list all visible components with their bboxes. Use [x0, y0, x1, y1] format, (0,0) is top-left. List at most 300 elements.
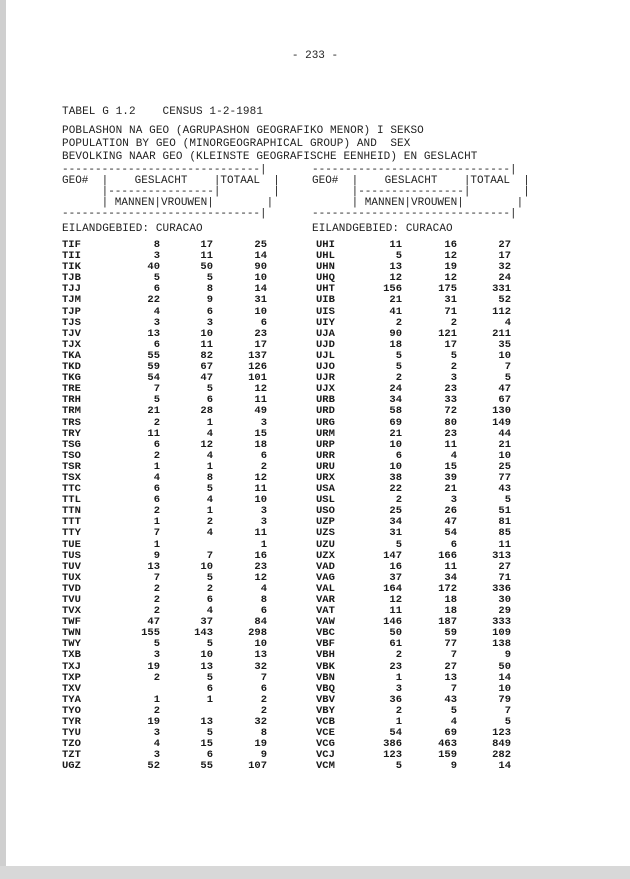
geo-code: TKG — [62, 372, 81, 385]
mannen-value: 2 — [395, 316, 402, 329]
totaal-value: 44 — [498, 427, 511, 440]
vrouwen-value: 13 — [200, 660, 213, 673]
mannen-value: 6 — [153, 338, 160, 351]
geo-code: TSG — [62, 438, 81, 451]
subtitle-papiamentu: POBLASHON NA GEO (AGRUPASHON GEOGRAFIKO MENOR) I SEKSO — [62, 125, 424, 137]
mannen-value: 23 — [389, 660, 402, 673]
mannen-value: 2 — [395, 704, 402, 717]
geo-code: TTN — [62, 505, 81, 518]
geo-code: TWF — [62, 616, 81, 629]
vrouwen-value: 7 — [450, 682, 457, 695]
totaal-value: 27 — [498, 239, 511, 251]
mannen-value: 21 — [147, 405, 160, 418]
vrouwen-value: 9 — [450, 760, 457, 773]
totaal-value: 298 — [248, 627, 267, 640]
vrouwen-value: 5 — [450, 704, 457, 717]
geo-code: VBQ — [316, 682, 335, 695]
totaal-value: 19 — [254, 738, 267, 751]
vrouwen-value: 8 — [206, 283, 213, 296]
geo-code: USO — [316, 505, 335, 518]
mannen-value: 4 — [153, 471, 160, 484]
mannen-value: 8 — [153, 239, 160, 251]
geo-code: TXP — [62, 671, 81, 684]
mannen-value: 40 — [147, 261, 160, 274]
totaal-value: 29 — [498, 605, 511, 618]
mannen-value: 2 — [153, 416, 160, 429]
mannen-value: 34 — [389, 394, 402, 407]
vrouwen-value: 5 — [206, 727, 213, 740]
totaal-value: 5 — [504, 716, 511, 729]
totaal-value: 16 — [254, 549, 267, 562]
vrouwen-value: 3 — [206, 316, 213, 329]
geo-code: VBN — [316, 671, 335, 684]
geo-code: TJP — [62, 305, 81, 318]
totaal-value: 50 — [498, 660, 511, 673]
geo-code: TJS — [62, 316, 81, 329]
vrouwen-value: 82 — [200, 349, 213, 362]
totaal-value: 47 — [498, 383, 511, 396]
mannen-value: 13 — [147, 327, 160, 340]
vrouwen-value: 26 — [444, 505, 457, 518]
mannen-value: 5 — [395, 361, 402, 374]
vrouwen-value: 47 — [200, 372, 213, 385]
geo-code: UZS — [316, 527, 335, 540]
mannen-value: 12 — [389, 594, 402, 606]
totaal-value: 1 — [260, 538, 267, 551]
geo-code: URB — [316, 394, 335, 407]
geo-code: TYR — [62, 716, 81, 729]
mannen-value: 13 — [389, 261, 402, 274]
subtitle-english: POPULATION BY GEO (MINORGEOGRAPHICAL GROUP) AND SEX — [62, 138, 411, 150]
geo-code: UZP — [316, 516, 335, 529]
mannen-value: 2 — [153, 505, 160, 518]
totaal-value: 17 — [498, 250, 511, 263]
geo-code: TTT — [62, 516, 81, 529]
vrouwen-value: 4 — [206, 494, 213, 507]
left-region-label: EILANDGEBIED: CURACAO — [62, 223, 203, 235]
mannen-value: 69 — [389, 416, 402, 429]
vrouwen-value: 27 — [444, 660, 457, 673]
totaal-value: 101 — [248, 372, 267, 385]
totaal-value: 24 — [498, 272, 511, 285]
geo-code: TYA — [62, 693, 81, 706]
totaal-value: 8 — [260, 594, 267, 606]
geo-code: VAD — [316, 560, 335, 573]
geo-code: UHT — [316, 283, 335, 296]
vrouwen-value: 50 — [200, 261, 213, 274]
geo-code: URM — [316, 427, 335, 440]
right-table-header — [312, 165, 530, 220]
totaal-value: 32 — [254, 660, 267, 673]
scan-edge — [0, 866, 630, 879]
mannen-value: 12 — [389, 272, 402, 285]
geo-code: TUX — [62, 571, 81, 584]
vrouwen-value: 19 — [444, 261, 457, 274]
vrouwen-value: 23 — [444, 427, 457, 440]
vrouwen-value: 7 — [206, 549, 213, 562]
geo-code: TUV — [62, 560, 81, 573]
mannen-value: 50 — [389, 627, 402, 640]
mannen-value: 21 — [389, 294, 402, 307]
geo-code: VBV — [316, 693, 335, 706]
mannen-value: 22 — [389, 483, 402, 496]
geo-code: TTY — [62, 527, 81, 540]
totaal-value: 30 — [498, 594, 511, 606]
mannen-value: 54 — [389, 727, 402, 740]
totaal-value: 333 — [492, 616, 511, 629]
totaal-value: 107 — [248, 760, 267, 773]
totaal-value: 79 — [498, 693, 511, 706]
mannen-value: 4 — [153, 738, 160, 751]
geo-code: TVD — [62, 582, 81, 595]
mannen-value: 1 — [395, 671, 402, 684]
mannen-value: 34 — [389, 516, 402, 529]
totaal-value: 3 — [260, 416, 267, 429]
vrouwen-value: 5 — [450, 349, 457, 362]
header-row: GEO# | GESLACHT |TOTAAL | — [312, 175, 530, 187]
geo-code: UZU — [316, 538, 335, 551]
totaal-value: 3 — [260, 505, 267, 518]
geo-code: URU — [316, 460, 335, 473]
mannen-value: 18 — [389, 338, 402, 351]
mannen-value: 59 — [147, 361, 160, 374]
vrouwen-value: 1 — [206, 460, 213, 473]
totaal-value: 12 — [254, 571, 267, 584]
totaal-value: 71 — [498, 571, 511, 584]
mannen-value: 31 — [389, 527, 402, 540]
vrouwen-value: 71 — [444, 305, 457, 318]
vrouwen-value: 11 — [444, 438, 457, 451]
mannen-value: 2 — [153, 671, 160, 684]
vrouwen-value: 6 — [206, 682, 213, 695]
vrouwen-value: 2 — [206, 582, 213, 595]
mannen-value: 10 — [389, 460, 402, 473]
mannen-value: 3 — [153, 749, 160, 762]
totaal-value: 6 — [260, 605, 267, 618]
vrouwen-value: 187 — [438, 616, 457, 629]
totaal-value: 6 — [260, 682, 267, 695]
geo-code: UIB — [316, 294, 335, 307]
geo-code: URP — [316, 438, 335, 451]
mannen-value: 11 — [389, 605, 402, 618]
totaal-value: 2 — [260, 460, 267, 473]
vrouwen-value: 37 — [200, 616, 213, 629]
mannen-value: 6 — [153, 494, 160, 507]
geo-code: VCJ — [316, 749, 335, 762]
mannen-value: 164 — [383, 582, 402, 595]
totaal-value: 11 — [254, 527, 267, 540]
vrouwen-value: 39 — [444, 471, 457, 484]
mannen-value: 4 — [153, 305, 160, 318]
vrouwen-value: 12 — [200, 438, 213, 451]
totaal-value: 12 — [254, 471, 267, 484]
geo-code: VAW — [316, 616, 335, 629]
totaal-value: 282 — [492, 749, 511, 762]
header-row: | MANNEN|VROUWEN| | — [62, 197, 274, 209]
mannen-value: 55 — [147, 349, 160, 362]
vrouwen-value: 23 — [444, 383, 457, 396]
vrouwen-value: 4 — [206, 605, 213, 618]
vrouwen-value: 166 — [438, 549, 457, 562]
geo-code: UJD — [316, 338, 335, 351]
vrouwen-value: 5 — [206, 638, 213, 651]
mannen-value: 24 — [389, 383, 402, 396]
geo-code: VCE — [316, 727, 335, 740]
geo-code: TJM — [62, 294, 81, 307]
mannen-value: 54 — [147, 372, 160, 385]
totaal-value: 211 — [492, 327, 511, 340]
mannen-value: 2 — [153, 582, 160, 595]
vrouwen-value: 6 — [450, 538, 457, 551]
vrouwen-value: 6 — [206, 594, 213, 606]
totaal-value: 14 — [254, 283, 267, 296]
vrouwen-value: 72 — [444, 405, 457, 418]
left-table-header — [62, 165, 280, 220]
totaal-value: 137 — [248, 349, 267, 362]
totaal-value: 123 — [492, 727, 511, 740]
mannen-value: 1 — [153, 693, 160, 706]
vrouwen-value: 12 — [444, 250, 457, 263]
geo-code: TZO — [62, 738, 81, 751]
geo-code: UJA — [316, 327, 335, 340]
vrouwen-value: 69 — [444, 727, 457, 740]
geo-code: URR — [316, 449, 335, 462]
mannen-value: 1 — [153, 538, 160, 551]
geo-code: USL — [316, 494, 335, 507]
geo-code: TUS — [62, 549, 81, 562]
vrouwen-value: 6 — [206, 394, 213, 407]
subtitle-dutch: BEVOLKING NAAR GEO (KLEINSTE GEOGRAFISCHE EENHEID) EN GESLACHT — [62, 151, 478, 163]
mannen-value: 3 — [153, 727, 160, 740]
totaal-value: 52 — [498, 294, 511, 307]
vrouwen-value: 21 — [444, 483, 457, 496]
mannen-value: 61 — [389, 638, 402, 651]
page-number: - 233 - — [291, 50, 339, 62]
geo-code: TJV — [62, 327, 81, 340]
mannen-value: 47 — [147, 616, 160, 629]
mannen-value: 19 — [147, 716, 160, 729]
totaal-value: 5 — [504, 494, 511, 507]
totaal-value: 77 — [498, 471, 511, 484]
geo-code: TIF — [62, 239, 81, 251]
totaal-value: 51 — [498, 505, 511, 518]
geo-code: VBF — [316, 638, 335, 651]
geo-code: TUE — [62, 538, 81, 551]
geo-code: TYU — [62, 727, 81, 740]
totaal-value: 14 — [498, 760, 511, 773]
geo-code: TIK — [62, 261, 81, 274]
vrouwen-value: 67 — [200, 361, 213, 374]
geo-code: VBC — [316, 627, 335, 640]
vrouwen-value: 10 — [200, 560, 213, 573]
vrouwen-value: 159 — [438, 749, 457, 762]
geo-code: TJX — [62, 338, 81, 351]
totaal-value: 109 — [492, 627, 511, 640]
mannen-value: 123 — [383, 749, 402, 762]
vrouwen-value: 18 — [444, 594, 457, 606]
geo-code: VCB — [316, 716, 335, 729]
mannen-value: 2 — [395, 372, 402, 385]
totaal-value: 15 — [254, 427, 267, 440]
mannen-value: 1 — [395, 716, 402, 729]
totaal-value: 2 — [260, 693, 267, 706]
mannen-value: 6 — [153, 438, 160, 451]
mannen-value: 37 — [389, 571, 402, 584]
vrouwen-value: 16 — [444, 239, 457, 251]
totaal-value: 849 — [492, 738, 511, 751]
vrouwen-value: 4 — [206, 427, 213, 440]
mannen-value: 1 — [153, 460, 160, 473]
totaal-value: 32 — [498, 261, 511, 274]
totaal-value: 43 — [498, 483, 511, 496]
totaal-value: 11 — [498, 538, 511, 551]
mannen-value: 5 — [153, 272, 160, 285]
vrouwen-value: 11 — [200, 338, 213, 351]
mannen-value: 3 — [153, 316, 160, 329]
vrouwen-value: 17 — [200, 239, 213, 251]
mannen-value: 3 — [395, 682, 402, 695]
vrouwen-value: 1 — [206, 416, 213, 429]
totaal-value: 4 — [260, 582, 267, 595]
geo-code: TXB — [62, 649, 81, 662]
totaal-value: 138 — [492, 638, 511, 651]
mannen-value: 10 — [389, 438, 402, 451]
mannen-value: 5 — [153, 394, 160, 407]
geo-code: VBH — [316, 649, 335, 662]
mannen-value: 90 — [389, 327, 402, 340]
vrouwen-value: 4 — [206, 527, 213, 540]
header-rule: ------------------------------| — [312, 164, 517, 176]
totaal-value: 11 — [254, 483, 267, 496]
right-region-label: EILANDGEBIED: CURACAO — [312, 223, 453, 235]
totaal-value: 18 — [254, 438, 267, 451]
totaal-value: 13 — [254, 649, 267, 662]
geo-code: TRS — [62, 416, 81, 429]
totaal-value: 8 — [260, 727, 267, 740]
geo-code: UGZ — [62, 760, 81, 773]
totaal-value: 336 — [492, 582, 511, 595]
geo-code: VAT — [316, 605, 335, 618]
mannen-value: 25 — [389, 505, 402, 518]
vrouwen-value: 28 — [200, 405, 213, 418]
mannen-value: 16 — [389, 560, 402, 573]
totaal-value: 6 — [260, 316, 267, 329]
vrouwen-value: 33 — [444, 394, 457, 407]
vrouwen-value: 47 — [444, 516, 457, 529]
geo-code: TSX — [62, 471, 81, 484]
vrouwen-value: 2 — [450, 316, 457, 329]
vrouwen-value: 2 — [206, 516, 213, 529]
geo-code: TSO — [62, 449, 81, 462]
geo-code: VAR — [316, 594, 335, 606]
table-title: TABEL G 1.2 CENSUS 1-2-1981 — [62, 106, 264, 118]
geo-code: URG — [316, 416, 335, 429]
geo-code: TVX — [62, 605, 81, 618]
totaal-value: 9 — [504, 649, 511, 662]
mannen-value: 7 — [153, 383, 160, 396]
totaal-value: 126 — [248, 361, 267, 374]
geo-code: UJX — [316, 383, 335, 396]
mannen-value: 5 — [395, 538, 402, 551]
geo-code: TII — [62, 250, 81, 263]
totaal-value: 10 — [498, 682, 511, 695]
mannen-value: 5 — [395, 760, 402, 773]
geo-code: VBY — [316, 704, 335, 717]
totaal-value: 32 — [254, 716, 267, 729]
mannen-value: 2 — [395, 494, 402, 507]
totaal-value: 10 — [254, 494, 267, 507]
mannen-value: 5 — [395, 349, 402, 362]
totaal-value: 10 — [498, 449, 511, 462]
mannen-value: 19 — [147, 660, 160, 673]
geo-code: TRM — [62, 405, 81, 418]
geo-code: UHQ — [316, 272, 335, 285]
totaal-value: 9 — [260, 749, 267, 762]
mannen-value: 5 — [395, 250, 402, 263]
mannen-value: 2 — [395, 649, 402, 662]
header-row: |----------------| | — [62, 186, 280, 198]
vrouwen-value: 13 — [200, 716, 213, 729]
vrouwen-value: 5 — [206, 383, 213, 396]
vrouwen-value: 15 — [200, 738, 213, 751]
totaal-value: 67 — [498, 394, 511, 407]
geo-code: TKA — [62, 349, 81, 362]
geo-code: UJL — [316, 349, 335, 362]
vrouwen-value: 55 — [200, 760, 213, 773]
totaal-value: 14 — [498, 671, 511, 684]
totaal-value: 85 — [498, 527, 511, 540]
mannen-value: 52 — [147, 760, 160, 773]
mannen-value: 386 — [383, 738, 402, 751]
geo-code: TKD — [62, 361, 81, 374]
vrouwen-value: 1 — [206, 505, 213, 518]
totaal-value: 14 — [254, 250, 267, 263]
geo-code: URD — [316, 405, 335, 418]
vrouwen-value: 59 — [444, 627, 457, 640]
geo-code: TTC — [62, 483, 81, 496]
mannen-value: 7 — [153, 571, 160, 584]
geo-code: TZT — [62, 749, 81, 762]
totaal-value: 10 — [254, 638, 267, 651]
mannen-value: 6 — [153, 283, 160, 296]
geo-code: TWY — [62, 638, 81, 651]
mannen-value: 38 — [389, 471, 402, 484]
vrouwen-value: 5 — [206, 671, 213, 684]
geo-code: TJB — [62, 272, 81, 285]
mannen-value: 147 — [383, 549, 402, 562]
mannen-value: 58 — [389, 405, 402, 418]
vrouwen-value: 6 — [206, 305, 213, 318]
geo-code: TXJ — [62, 660, 81, 673]
header-row: GEO# | GESLACHT |TOTAAL | — [62, 175, 280, 187]
totaal-value: 149 — [492, 416, 511, 429]
vrouwen-value: 10 — [200, 327, 213, 340]
header-rule: ------------------------------| — [62, 164, 267, 176]
vrouwen-value: 11 — [444, 560, 457, 573]
vrouwen-value: 13 — [444, 671, 457, 684]
vrouwen-value: 18 — [444, 605, 457, 618]
mannen-value: 3 — [153, 649, 160, 662]
geo-code: TXV — [62, 682, 81, 695]
mannen-value: 2 — [153, 449, 160, 462]
vrouwen-value: 4 — [450, 449, 457, 462]
mannen-value: 6 — [153, 483, 160, 496]
geo-code: VAG — [316, 571, 335, 584]
totaal-value: 23 — [254, 560, 267, 573]
geo-code: VBK — [316, 660, 335, 673]
mannen-value: 41 — [389, 305, 402, 318]
mannen-value: 9 — [153, 549, 160, 562]
